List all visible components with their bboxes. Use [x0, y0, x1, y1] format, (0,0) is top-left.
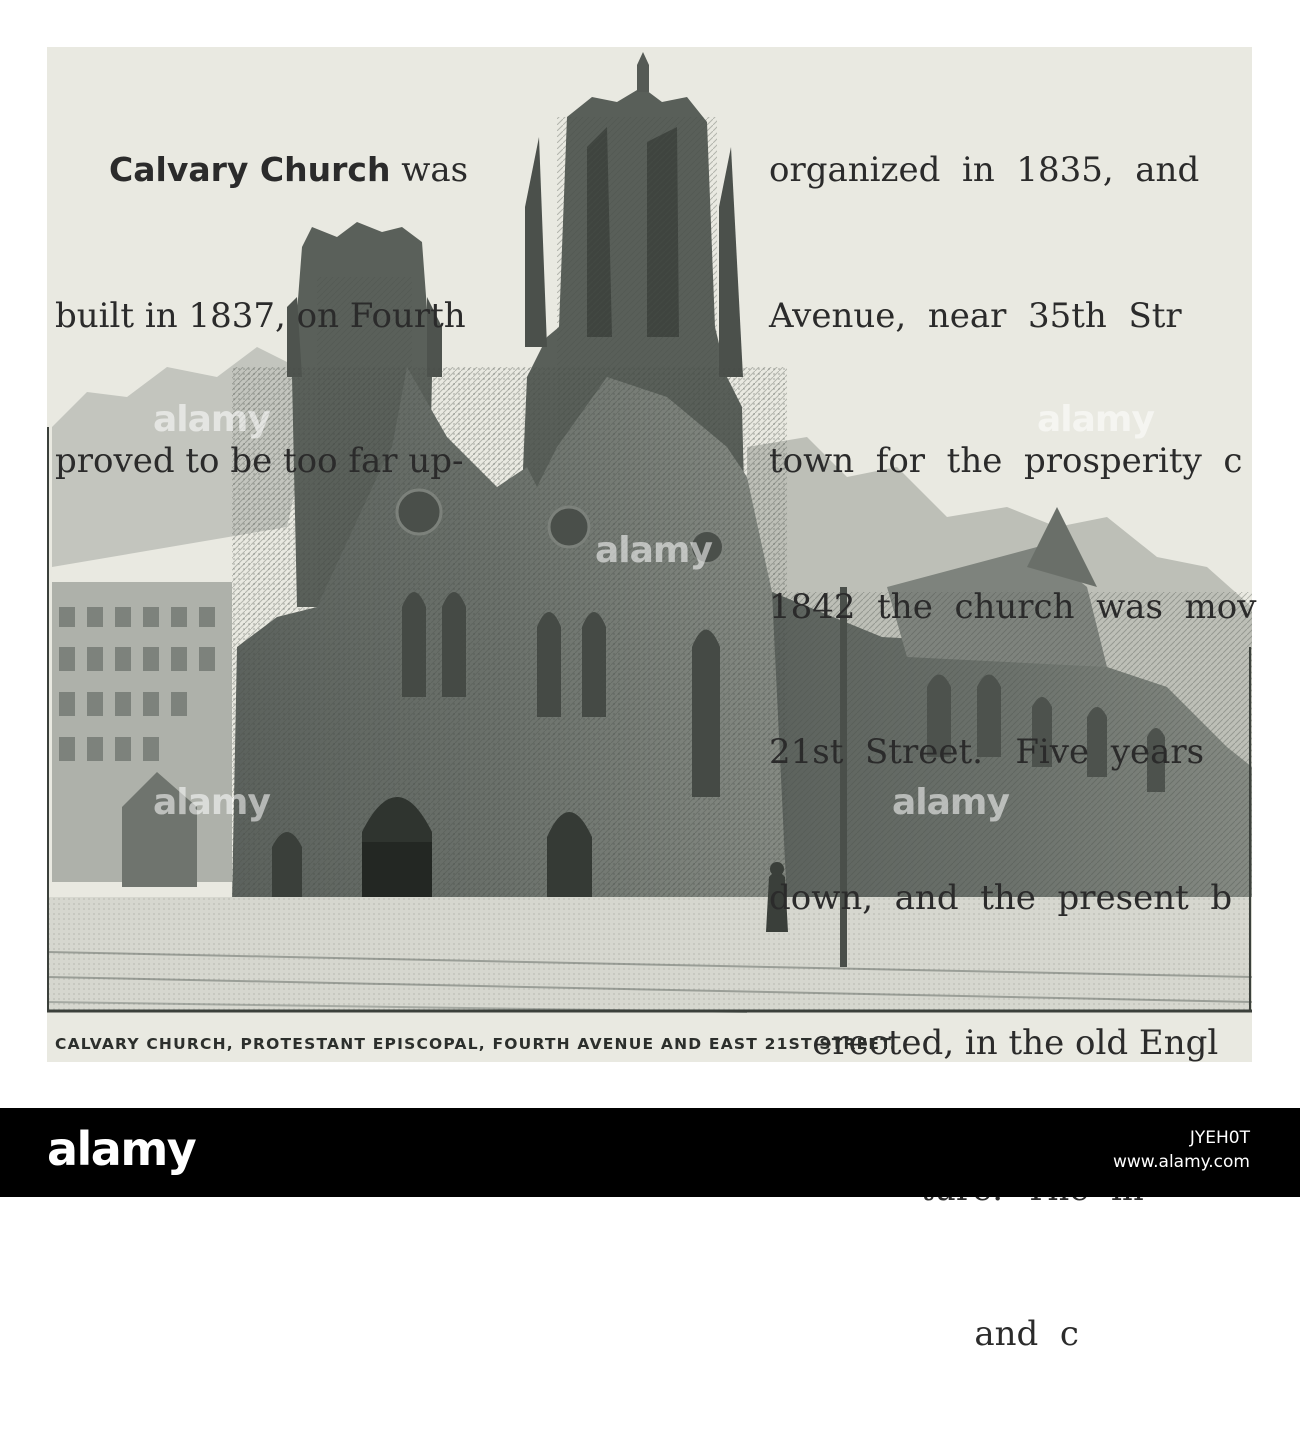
watermark: alamy: [892, 782, 1009, 823]
image-id: JYEH0T: [1189, 1128, 1250, 1148]
text-line: and c: [769, 1314, 1079, 1354]
right-text-column: [769, 49, 1256, 1456]
text-line: 21st Street. Five years: [769, 732, 1205, 772]
text-line: organized in 1835, and: [769, 150, 1200, 190]
text-line: down, and the present b: [769, 877, 1233, 918]
text-line: built in 1837, on Fourth: [55, 295, 466, 336]
watermark: alamy: [595, 530, 712, 571]
site-url: www.alamy.com: [1112, 1152, 1250, 1172]
office-building: [52, 582, 232, 887]
text-line: 1842 the church was mov: [769, 586, 1257, 627]
text-line: erected, in the old Engl: [769, 1023, 1219, 1063]
text-line: Calvary Church was: [109, 150, 469, 190]
alamy-logo: alamy: [47, 1122, 196, 1176]
left-text-column: [55, 49, 468, 583]
text-line: Avenue, near 35th Str: [769, 295, 1182, 336]
stock-footer-bar: [0, 1108, 1300, 1197]
watermark: alamy: [1037, 399, 1154, 440]
text-line: town for the prosperity c: [769, 441, 1243, 481]
watermark: alamy: [153, 782, 270, 823]
lead-heading: Calvary Church: [109, 150, 391, 189]
image-id-block: [1113, 1126, 1250, 1174]
figure-caption: CALVARY CHURCH, PROTESTANT EPISCOPAL, FOURTH AVENUE AND EAST 21ST STREET.: [55, 1035, 897, 1053]
text-line: proved to be too far up-: [55, 441, 464, 481]
watermark: alamy: [153, 399, 270, 440]
